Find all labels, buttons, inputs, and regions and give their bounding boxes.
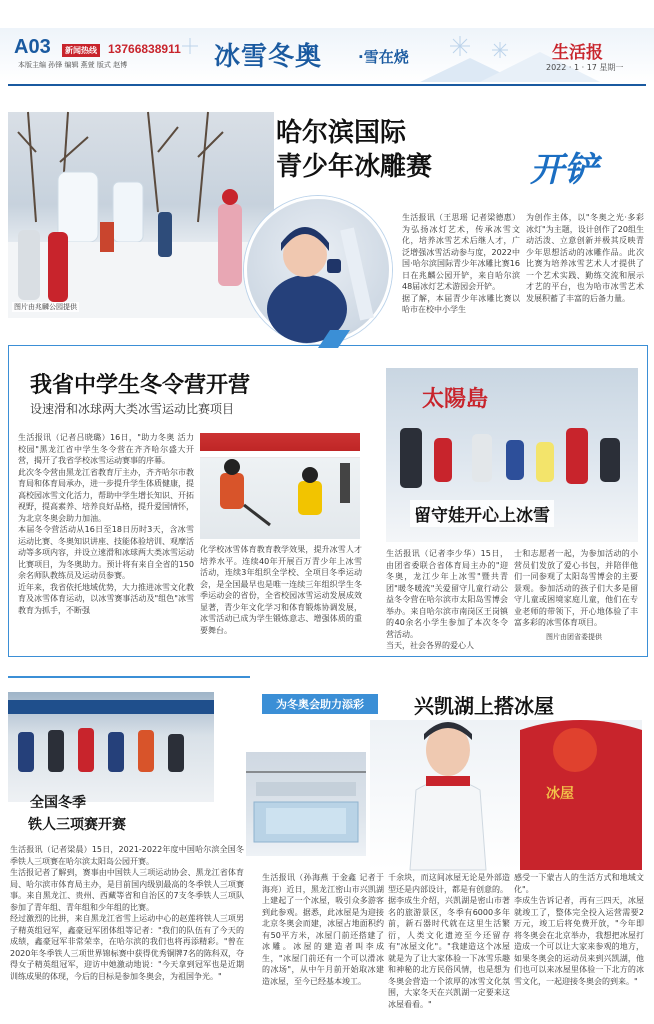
headline: 留守娃开心上冰雪 <box>410 500 554 527</box>
editor-credits: 本版主编 孙锋 编辑 燕萱 版式 赵博 <box>18 61 128 69</box>
article-column: 生活报讯（记者梁晨）15日，2021-2022年度中国哈尔滨全国冬季铁人三项赛在哈尔滨太阳岛公园开赛。 生活报记者了解到，赛事由中国铁人三项运动协会、黑龙江省体育局、哈尔滨市体育局主办，是目前国内级别最高的冬季铁人三项赛事。来自黑龙江、贵州、西藏等省和自治区的7支冬季铁人三项队参加了青年组、青年组和少年组的比赛。 经过激烈的比拼，来自黑龙江省雪上运动中心的赵莲将铁人三项男子精英组冠军，鑫豪冠军团体组等记者："我们的队伍有了今天的成绩，鑫豪冠军非常荣幸，在哈尔滨的我们也将再添精彩。"曾在2020年冬季铁人三项世界锦标赛中获得优秀铜牌7名的陈科双，夺得女子精英组冠军，迎访中她激动地说："今天拿到冠军也是近期训练成果的体现，今后的目标是参加冬奥会，为祖国争光。" <box>10 845 244 981</box>
skiers-racing-icon <box>8 692 214 802</box>
article-column: 为创作主体，以"冬奥之光·多彩冰灯"为主题，设计创作了20组生动活泼、立意创新并极其反映青少年思想活动的冰雕作品。此次比赛为培养冰雪艺术人才提供了一个艺术实践、勤练交流和展示才艺的平台，也为哈市冰雪艺术发展积蓄了丰富的后备力量。 <box>526 213 644 303</box>
child-inset-circle-photo <box>244 196 392 344</box>
header-divider <box>8 84 646 86</box>
frame-arrow-decor-icon <box>0 330 654 350</box>
story-banner: 为冬奥会助力添彩 <box>262 694 378 714</box>
photo-sign-text: 太陽島 <box>422 386 489 412</box>
section-subtitle: ·雪在烧 <box>358 48 409 66</box>
child-in-blue-coat-icon <box>247 199 389 341</box>
headline-line-1: 哈尔滨国际 <box>276 118 407 148</box>
headline-line-2: 青少年冰雕赛 <box>276 152 433 182</box>
ice-house-icon <box>246 752 366 856</box>
section-title: 冰雪冬奥 <box>214 42 323 72</box>
article-column: 生活报讯（记者吕晓璐）16日，"助力冬奥 活力校园"黑龙江省中学生冬令营在齐齐哈尔盛大开营，揭开了我省学校冰雪运动赛事的序幕。 此次冬令营由黑龙江省教育厅主办，齐齐哈尔市教育局和体育局承办，进一步提升学生体质健康，提高校园冰雪文化活力，帮助中学生增长知识、开拓视野，提高素养、培养良好品格，提升爱国情怀，为北京冬奥会助力加油。 本届冬令营活动从16日至18日历时3天，含冰雪运动比赛、冬奥知识讲座、技能体验培训、观摩活动等多项内容，并设立速滑和冰球两大类冰雪运动比赛项目，为冬奥助力。预计将有来自全省的150余名师队教练员及运动员参赛。 近年来，我省依托地域优势，大力推进冰雪文化教育及冰雪体育运动，以冰雪赛事活动及"组色"冰雪教育为抓手，不断强 <box>18 433 194 615</box>
photo-credit: 图片由兆麟公园提供 <box>14 303 77 311</box>
hotline-label: 新闻热线 <box>62 44 100 57</box>
ice-house-photo <box>246 752 366 856</box>
headline-line-2: 铁人三项赛开赛 <box>28 817 126 833</box>
hockey-players-icon <box>200 433 360 539</box>
article-column: 化学校冰雪体育教育教学效果，提升冰雪人才培养水平。连续40年开展百万青少年上冰雪活动，连续3年组织全学校、全项目冬季运动会，是全国最早也是唯一连续三年组织学生冬季运动会的省份，全省校园冰雪运动发展成效显著，青少年文化学习和体育锻炼协调发展，冰雪活动已成为学生锻炼意志、增强体质的重要舞台。 <box>200 545 362 635</box>
headline: 兴凯湖上搭冰屋 <box>414 694 554 718</box>
newspaper-logo: 生活报 <box>552 43 603 63</box>
ice-house-sign-text: 冰屋 <box>546 786 574 802</box>
lower-divider <box>8 676 250 678</box>
article-column: 生活报讯（王思瑶 记者梁德惠）为弘扬冰灯艺术，传承冰雪文化，培养冰雪艺术后继人才，广泛增强冰雪活动参与度，2022中国·哈尔滨国际青少年冰雕比赛16日在兆麟公园开铲，来自哈尔滨48届冰灯艺术游园会开铲。 据了解，本届青少年冰雕比赛以哈市在校中小学生 <box>402 213 520 314</box>
article-column: 感受一下蒙古人的生活方式和地域文化"。 李成生告诉记者，再有三四天，冰屋就竣工了，整体完全投入运营需要2万元，竣工后将免费开放，"今年即将冬奥会在北京举办，我想把冰屋打造成一个可以让大家来参观的地方，如果冬奥会的运动员来到兴凯湖，他们也可以来冰屋里体验一下北方的冰雪文化，一起迎接冬奥会的到来。" <box>514 873 644 986</box>
man-in-red-scarf-icon <box>370 720 642 870</box>
hotline-number: 13766838911 <box>108 42 181 56</box>
headline-accent: 开铲 <box>530 150 598 190</box>
subheadline: 设速滑和冰球两大类冰雪运动比赛项目 <box>30 402 235 416</box>
winter-park-scene-icon <box>8 112 274 318</box>
issue-date: 2022 · 1 · 17 星期一 <box>546 63 624 72</box>
ice-sculpture-photo <box>8 112 274 318</box>
hockey-game-photo <box>200 433 360 539</box>
article-column: 千余块，而这间冰屋无论是外部造型还是内部设计，都是有创意的。 据李成生介绍，兴凯湖是密山市著名的旅游景区，冬季有6000多年前，新石器时代就在这里生活繁衍，人类文化遗迹至今还留存有"冰屋文化"。"我建造这个冰屋就是为了让大家体验一下冰雪乐趣和神秘的北方民俗风情，也是想为冬奥会营造一个浓厚的冰雪文化氛围，大家冬天在兴凯湖一定要来这冰屋看看。" <box>388 873 510 1009</box>
headline: 我省中学生冬令营开营 <box>30 372 251 398</box>
photo-credit: 图片由团省委提供 <box>546 633 602 641</box>
man-at-ice-house-photo <box>370 720 642 870</box>
headline-line-1: 全国冬季 <box>30 795 86 811</box>
article-column: 生活报讯（孙海燕 于金鑫 记者于海亮）近日，黑龙江密山市兴凯湖上建起了一个冰屋，吸引众多游客到此参观。据悉，此冰屋是为迎接北京冬奥会而建，冰屋占地面积约有50平方米，冰屋门前还搭建了冰雕。冰屋的建造者叫李成生，"冰屋门前还有一个可以滑冰的冰场"，从中午月前开始取冰建造冰屋，至今已经基本竣工。 <box>262 873 384 986</box>
article-column: 生活报讯（记者李少华）15日，由团省委联合省体育局主办的"迎冬奥，龙江少年上冰雪"暨共青团"暖冬暖流"关爱留守儿童行动公益冬令营在哈尔滨市太阳岛雪博会举办。来自哈尔滨市南岗区王岗镇的40余名小学生参加了本次冬令营活动。 当天，社会各界的爱心人 <box>386 549 508 650</box>
triathlon-race-photo <box>8 692 214 802</box>
article-column: 士和志愿者一起，为参加活动的小营员们发放了爱心书包，并陪伴他们一同参观了太阳岛雪博会的主要景观。参加活动的孩子们大多是留守儿童或困境家庭儿童，他们在专业老师的带领下，开心地体验了丰富多彩的冰雪体育项目。 <box>514 549 638 627</box>
page-number: A03 <box>14 36 51 58</box>
